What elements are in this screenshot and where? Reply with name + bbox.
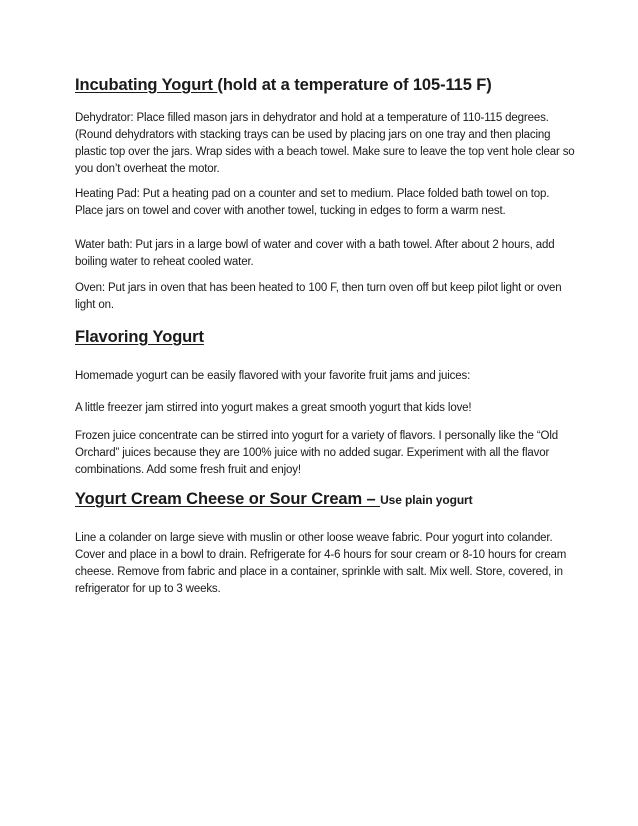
- heading-title: Flavoring Yogurt: [75, 328, 204, 346]
- paragraph-flavoring-intro: Homemade yogurt can be easily flavored with your favorite fruit jams and juices:: [75, 370, 471, 382]
- paragraph-water-bath: Water bath: Put jars in a large bowl of water and cover with a bath towel. After about 2 hours, add boiling water to reheat cooled water.: [75, 239, 555, 268]
- paragraph-juice-concentrate: Frozen juice concentrate can be stirred into yogurt for a variety of flavors. I personally like the “Old Orchard” juices because they are 100% juice with no added sugar. Experiment with all the flavor combinations. Add some fresh fruit and enjoy!: [75, 430, 558, 476]
- heading-subtitle: (hold at a temperature of 105-115 F): [217, 76, 492, 94]
- section-heading-flavoring: [75, 327, 204, 347]
- section-heading-incubating: [75, 75, 492, 95]
- paragraph-cream-cheese-method: Line a colander on large sieve with muslin or other loose weave fabric. Pour yogurt into colander. Cover and place in a bowl to drain. Refrigerate for 4-6 hours for sour cream or 8-10 hours for cream cheese. Remove from fabric and place in a container, sprinkle with salt. Mix well. Store, covered, in refrigerator for up to 3 weeks.: [75, 532, 567, 595]
- heading-subtitle: Use plain yogurt: [380, 493, 473, 507]
- paragraph-oven: Oven: Put jars in oven that has been heated to 100 F, then turn oven off but keep pilot light or oven light on.: [75, 282, 562, 311]
- heading-title: Incubating Yogurt: [75, 76, 218, 94]
- section-heading-cream-cheese: [75, 489, 473, 510]
- paragraph-freezer-jam: A little freezer jam stirred into yogurt makes a great smooth yogurt that kids love!: [75, 402, 472, 414]
- paragraph-heating-pad: Heating Pad: Put a heating pad on a counter and set to medium. Place folded bath towel on top. Place jars on towel and cover with another towel, tucking in edges to form a warm nest.: [75, 188, 550, 217]
- paragraph-dehydrator: Dehydrator: Place filled mason jars in dehydrator and hold at a temperature of 110-115 degrees. (Round dehydrators with stacking trays can be used by placing jars on one tray and then placing plastic top over the jars. Wrap sides with a beach towel. Make sure to leave the top vent hole clear so you don’t overheat the motor.: [75, 112, 575, 175]
- heading-title: Yogurt Cream Cheese or Sour Cream –: [75, 490, 381, 508]
